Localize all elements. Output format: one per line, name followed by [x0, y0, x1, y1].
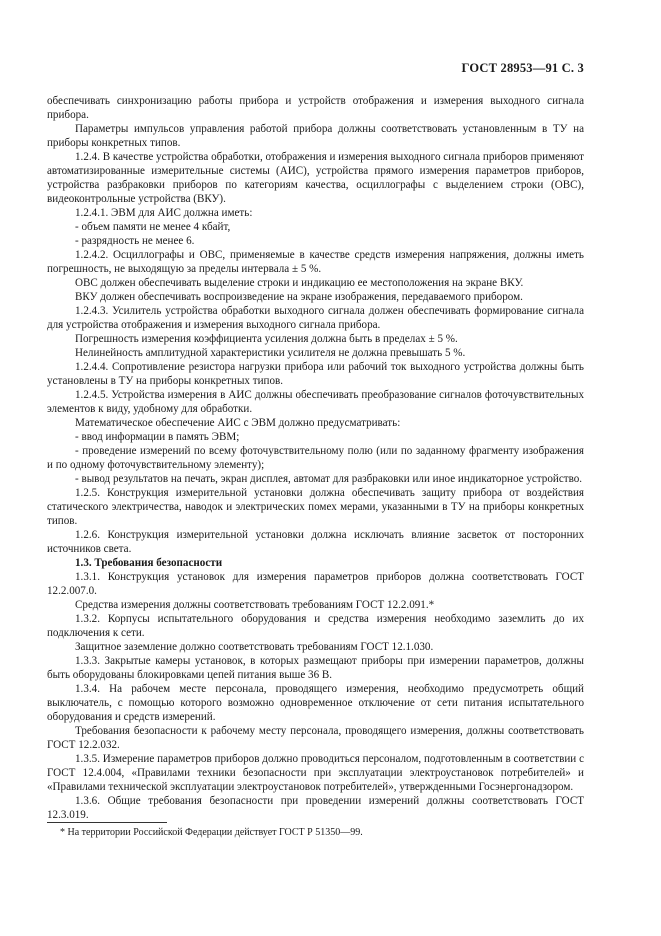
paragraph: Требования безопасности к рабочему месту персонала, проводящего измерения, должны соответствовать ГОСТ 12.2.032. [47, 725, 584, 751]
paragraph: - ввод информации в память ЭВМ; [75, 431, 240, 443]
footnote-divider [47, 822, 167, 823]
paragraph: Математическое обеспечение АИС с ЭВМ должно предусматривать: [75, 417, 401, 429]
paragraph: 1.3.6. Общие требования безопасности при проведении измерений должны соответствовать ГОСТ 12.3.019. [47, 795, 584, 821]
paragraph: 1.2.4.2. Осциллографы и ОВС, применяемые в качестве средств измерения напряжения, должны иметь погрешность, не выходящую за пределы интервала ± 5 %. [47, 249, 584, 275]
paragraph: 1.2.4.4. Сопротивление резистора нагрузки прибора или рабочий ток выходного устройства должны быть установлены в ТУ на приборы конкретных типов. [47, 361, 584, 387]
paragraph: Погрешность измерения коэффициента усиления должна быть в пределах ± 5 %. [75, 333, 458, 345]
paragraph: - вывод результатов на печать, экран дисплея, автомат для разбраковки или иное индикаторное устройство. [75, 473, 583, 485]
paragraph: 1.2.4.3. Усилитель устройства обработки выходного сигнала должен обеспечивать формирование сигнала для устройства отображения и измерения выходного сигнала прибора. [47, 305, 584, 331]
document-body [47, 94, 584, 822]
paragraph: 1.2.4.1. ЭВМ для АИС должна иметь: [75, 207, 253, 219]
paragraph: 1.2.5. Конструкция измерительной установки должна обеспечивать защиту прибора от воздействия статического электричества, наводок и электрических помех мерами, указанными в ТУ на приборы конкретных типов. [47, 487, 584, 527]
paragraph: 1.3.2. Корпусы испытательного оборудования и средства измерения необходимо заземлить до их подключения к сети. [47, 613, 584, 639]
section-heading: 1.3. Требования безопасности [75, 557, 223, 569]
paragraph: 1.2.6. Конструкция измерительной установки должна исключать влияние засветок от посторонних источников света. [47, 529, 584, 555]
paragraph: 1.3.1. Конструкция установок для измерения параметров приборов должна соответствовать ГОСТ 12.2.007.0. [47, 571, 584, 597]
paragraph: Нелинейность амплитудной характеристики усилителя не должна превышать 5 %. [75, 347, 466, 359]
paragraph: - проведение измерений по всему фоточувствительному полю (или по заданному фрагменту изображения и по одному фоточувствительному элементу); [47, 445, 584, 471]
paragraph: 1.2.4.5. Устройства измерения в АИС должны обеспечивать преобразование сигналов фоточувствительных элементов к виду, удобному для обработки. [47, 389, 584, 415]
page-header: ГОСТ 28953—91 С. 3 [461, 61, 584, 75]
paragraph: ВКУ должен обеспечивать воспроизведение на экране изображения, передаваемого прибором. [75, 291, 523, 303]
paragraph: 1.2.4. В качестве устройства обработки, отображения и измерения выходного сигнала приборов применяют автоматизированные измерительные системы (АИС), устройства прямого измерения параметров приборов, устройства разбраковки приборов по категориям качества, осциллографы с выделением строки (ОВС), видеоконтрольные устройства (ВКУ). [47, 151, 584, 205]
paragraph: - объем памяти не менее 4 кбайт, [75, 221, 231, 233]
paragraph: 1.3.5. Измерение параметров приборов должно проводиться персоналом, подготовленным в соответствии с ГОСТ 12.4.004, «Правилами техники безопасности при эксплуатации электроустановок потребителей» и «Правилами технической эксплуатации электроустановок потребителей», утвержденными Госэнергонадзором. [47, 753, 584, 793]
footnote: * На территории Российской Федерации действует ГОСТ Р 51350—99. [60, 827, 363, 838]
paragraph: Параметры импульсов управления работой прибора должны соответствовать установленным в ТУ на приборы конкретных типов. [47, 123, 584, 149]
paragraph: 1.3.3. Закрытые камеры установок, в которых размещают приборы при измерении параметров, должны быть оборудованы блокировками цепей питания выше 36 В. [47, 655, 584, 681]
paragraph: ОВС должен обеспечивать выделение строки и индикацию ее местоположения на экране ВКУ. [75, 277, 524, 289]
paragraph: Средства измерения должны соответствовать требованиям ГОСТ 12.2.091.* [75, 599, 435, 611]
paragraph: Защитное заземление должно соответствовать требованиям ГОСТ 12.1.030. [75, 641, 434, 653]
paragraph: обеспечивать синхронизацию работы прибора и устройств отображения и измерения выходного сигнала прибора. [47, 95, 584, 121]
paragraph: 1.3.4. На рабочем месте персонала, проводящего измерения, необходимо предусмотреть общий выключатель, с помощью которого возможно одновременное отключение от сети питания испытательного оборудования и средств измерений. [47, 683, 584, 723]
paragraph: - разрядность не менее 6. [75, 235, 195, 247]
